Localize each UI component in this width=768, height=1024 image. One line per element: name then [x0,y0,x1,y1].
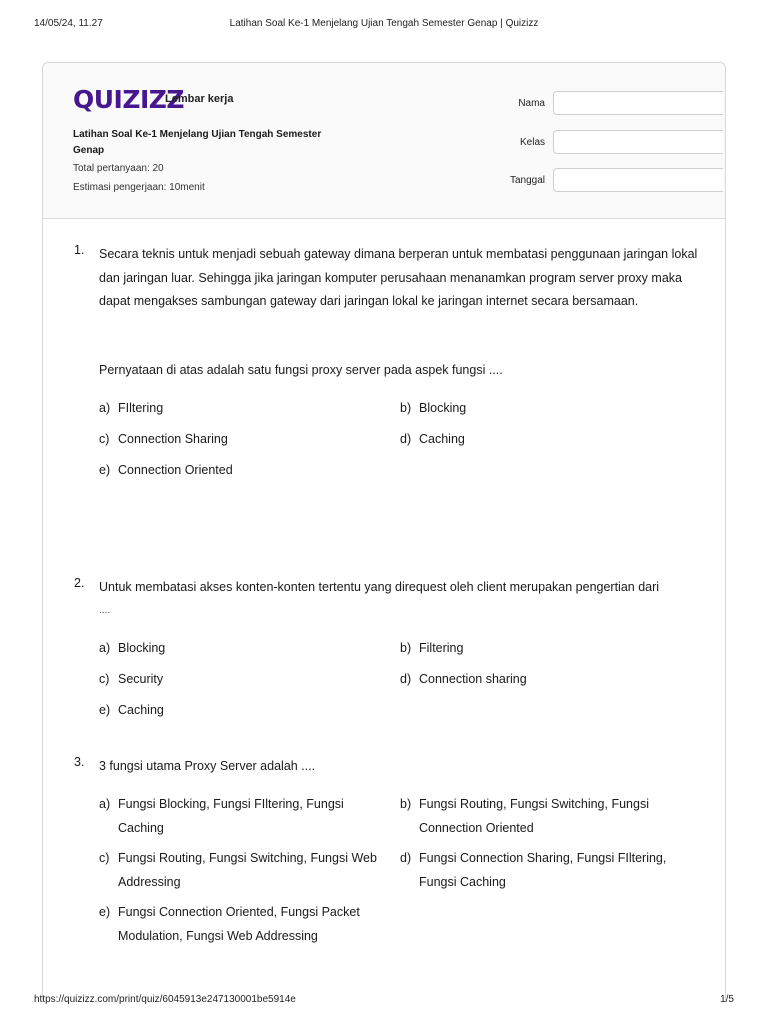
option-d[interactable] [400,428,700,452]
class-field-row [473,130,725,154]
date-field[interactable] [553,168,723,192]
print-footer [34,994,734,1008]
option-text: Connection Sharing [118,432,228,446]
worksheet [42,62,726,1002]
quiz-title: Latihan Soal Ke-1 Menjelang Ujian Tengah Semester Genap [73,129,322,156]
question-number: 2. [74,576,85,590]
question-text: 3 fungsi utama Proxy Server adalah .... [99,759,316,773]
option-e[interactable] [99,901,389,948]
option-letter: d) [400,851,412,865]
option-b[interactable] [400,637,700,661]
option-text: Caching [419,432,465,446]
option-text: Fungsi Blocking, Fungsi FIltering, Fungsi Caching [118,797,344,835]
print-datetime: 14/05/24, 11.27 [34,18,103,29]
question-text: Untuk membatasi akses konten-konten tertentu yang direquest oleh client merupakan pengertian dari [99,580,660,594]
worksheet-header [43,63,725,219]
question-continuation: .... [99,605,111,616]
option-text: Connection sharing [419,672,527,686]
date-label: Tanggal [509,175,545,186]
worksheet-label: Lembar kerja [165,93,234,105]
option-letter: e) [99,905,111,919]
option-letter: c) [99,432,110,446]
option-b[interactable] [400,397,700,421]
option-letter: b) [400,797,412,811]
option-text: Security [118,672,164,686]
print-page-number: 1/5 [720,994,734,1005]
option-a[interactable] [99,793,384,840]
option-text: Fungsi Routing, Fungsi Switching, Fungsi Web Addressing [118,851,377,889]
option-text: FIltering [118,401,164,415]
name-field-row [473,91,725,115]
option-letter: d) [400,672,412,686]
option-letter: e) [99,703,111,717]
total-questions: Total pertanyaan: 20 [73,163,164,174]
option-a[interactable] [99,397,389,421]
option-letter: e) [99,463,111,477]
option-c[interactable] [99,847,391,894]
option-e[interactable] [99,459,389,483]
option-letter: a) [99,401,111,415]
class-label: Kelas [519,137,545,148]
option-letter: b) [400,641,412,655]
print-url: https://quizizz.com/print/quiz/6045913e247130001be5914e [34,994,296,1005]
option-text: Filtering [419,641,464,655]
option-text: Fungsi Connection Sharing, Fungsi FIltering, Fungsi Caching [419,851,667,889]
option-letter: a) [99,641,111,655]
option-c[interactable] [99,428,389,452]
question-text: Secara teknis untuk menjadi sebuah gateway dimana berperan untuk membatasi penggunaan jaringan lokal dan jaringan luar. Sehingga jika jaringan komputer perusahaan menanamkan program server proxy maka dapat mengakses sambungan gateway dari jaringan lokal ke jaringan internet secara bersamaan. [99,247,698,308]
date-field-row [473,168,725,192]
class-field[interactable] [553,130,723,154]
name-field[interactable] [553,91,723,115]
option-text: Blocking [118,641,166,655]
name-label: Nama [518,98,545,109]
option-letter: c) [99,672,110,686]
option-text: Caching [118,703,164,717]
print-page-title: Latihan Soal Ke-1 Menjelang Ujian Tengah Semester Genap | Quizizz [229,18,539,29]
option-text: Blocking [419,401,467,415]
print-header [34,18,734,32]
question-number: 3. [74,755,85,769]
estimated-time: Estimasi pengerjaan: 10menit [73,182,205,193]
option-d[interactable] [400,847,690,894]
option-letter: b) [400,401,412,415]
option-e[interactable] [99,699,389,723]
option-letter: a) [99,797,111,811]
option-text: Fungsi Connection Oriented, Fungsi Packet Modulation, Fungsi Web Addressing [118,905,360,943]
option-b[interactable] [400,793,685,840]
logo-row [73,85,234,115]
option-text: Connection Oriented [118,463,233,477]
option-d[interactable] [400,668,700,692]
quizizz-logo: QUIZIZZ [73,85,185,114]
option-letter: d) [400,432,412,446]
option-text: Fungsi Routing, Fungsi Switching, Fungsi Connection Oriented [419,797,649,835]
option-letter: c) [99,851,110,865]
option-c[interactable] [99,668,389,692]
option-a[interactable] [99,637,389,661]
question-number: 1. [74,243,85,257]
question-subtext: Pernyataan di atas adalah satu fungsi proxy server pada aspek fungsi .... [99,363,503,377]
